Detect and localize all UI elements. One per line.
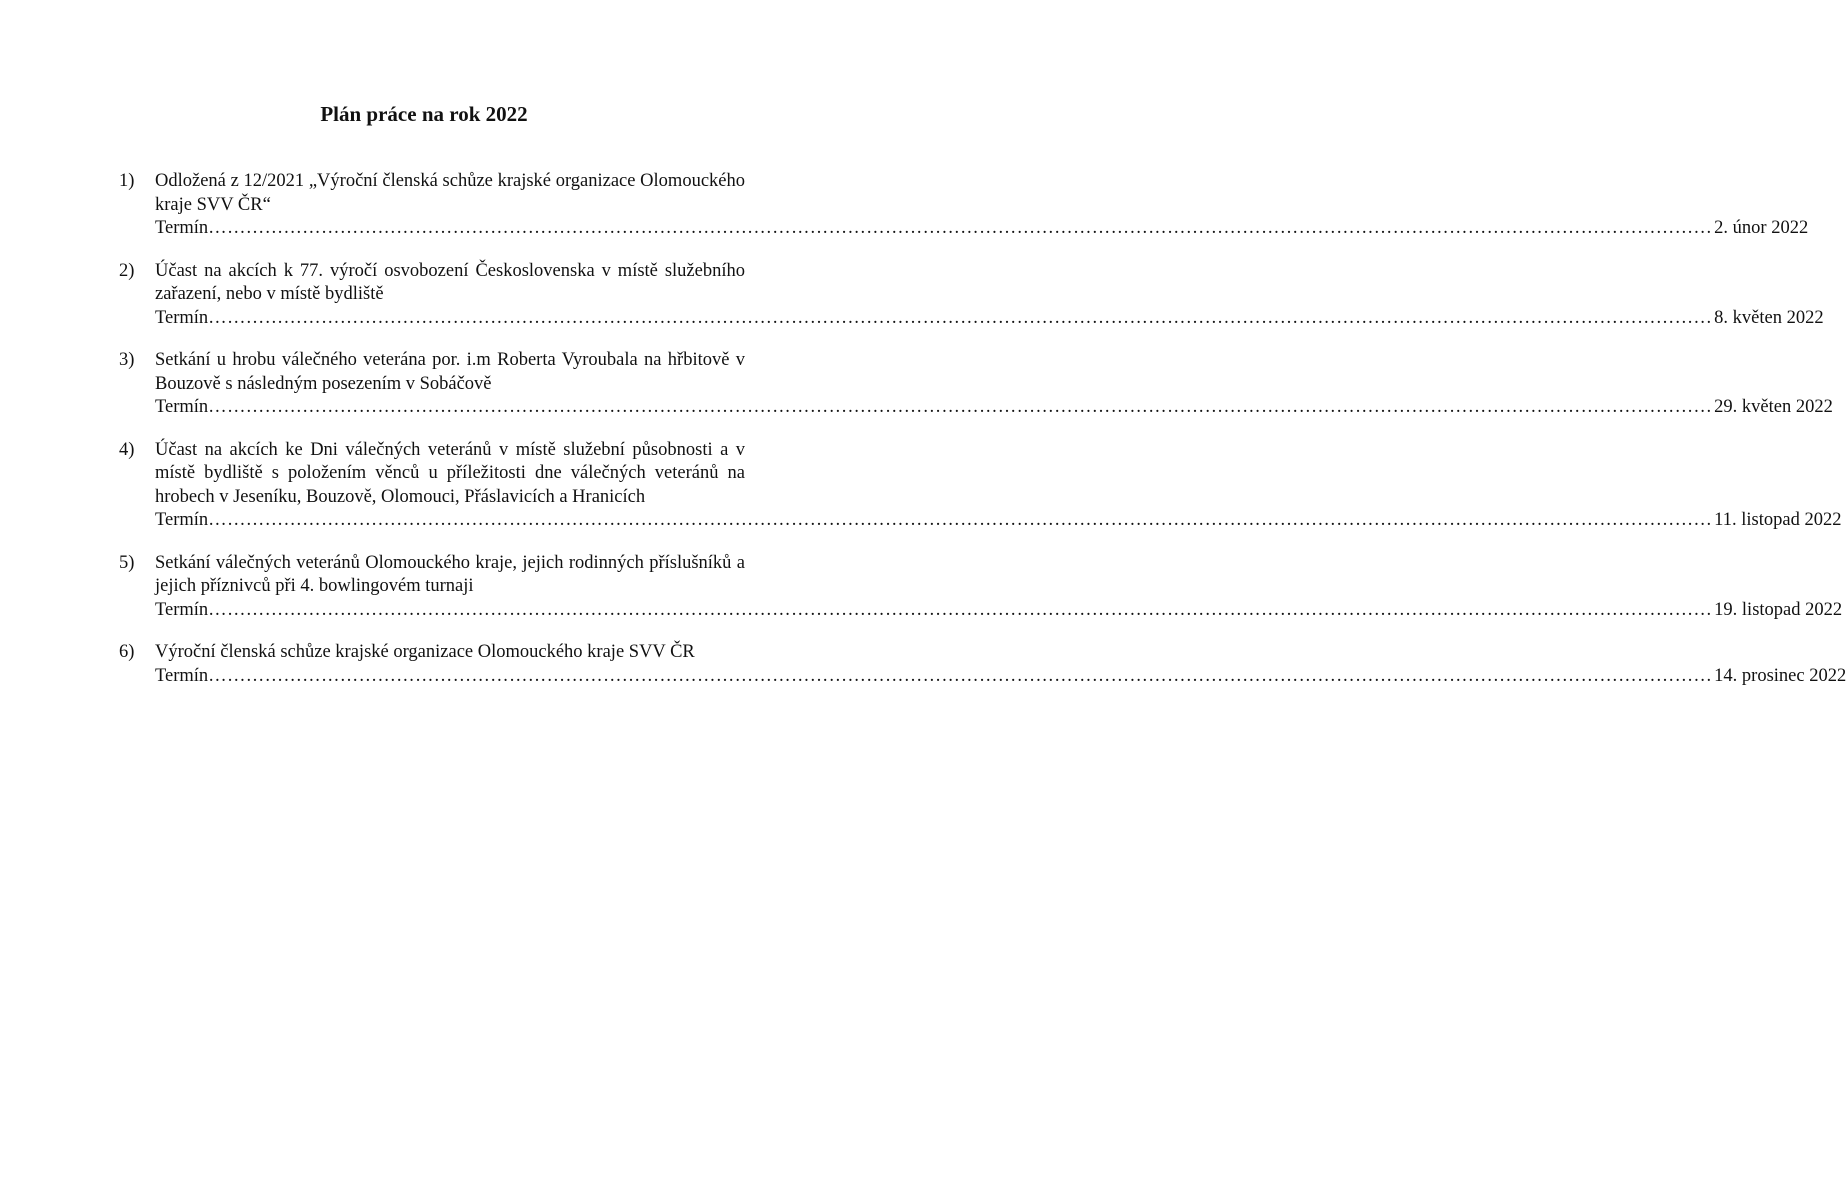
dot-leader: ……………………………………………………………………………………………………………………………………………………………………………………………………………………	[208, 397, 1713, 417]
term-line	[155, 599, 1843, 623]
term-label: Termín	[155, 599, 209, 620]
term-date: 8. květen 2022	[1714, 307, 1824, 328]
term-line	[155, 509, 1842, 533]
term-label: Termín	[155, 218, 209, 238]
term-date: 11. listopad 2022	[1714, 510, 1842, 530]
dot-leader: ……………………………………………………………………………………………………………………………………………………………………………………………………………………	[208, 510, 1713, 530]
term-label: Termín	[155, 665, 209, 686]
item-description: Odložená z 12/2021 „Výroční členská schůze krajské organizace Olomouckého kraje SVV ČR“	[155, 171, 745, 215]
item-description: Účast na akcích ke Dni válečných veteránů v místě služební působnosti a v místě bydliště s položením věnců u příležitosti dne válečných veteránů na hrobech v Jeseníku, Bouzově, Olomouci, Přáslavicích a Hranicích	[155, 439, 745, 507]
list-item	[119, 260, 1824, 331]
term-label: Termín	[155, 510, 209, 530]
item-number: 6)	[119, 642, 135, 662]
dot-leader: ……………………………………………………………………………………………………………………………………………………………………………………………………………………	[208, 599, 1713, 620]
term-date: 2. únor 2022	[1714, 218, 1809, 238]
term-label: Termín	[155, 397, 209, 417]
document-title: Plán práce na rok 2022	[320, 102, 528, 126]
item-number: 3)	[119, 350, 135, 370]
list-item	[119, 349, 1833, 420]
dot-leader: ……………………………………………………………………………………………………………………………………………………………………………………………………………………	[208, 218, 1713, 238]
list-item	[119, 439, 1842, 533]
list-item	[119, 641, 1846, 688]
item-description: Účast na akcích k 77. výročí osvobození Československa v místě služebního zařazení, nebo v místě bydliště	[155, 260, 745, 304]
item-description: Výroční členská schůze krajské organizace Olomouckého kraje SVV ČR	[155, 642, 695, 662]
item-number: 1)	[119, 171, 135, 191]
term-line	[155, 217, 1809, 241]
list-item	[119, 170, 1809, 241]
list-item	[119, 552, 1843, 623]
term-line	[155, 396, 1833, 420]
item-description: Setkání u hrobu válečného veterána por. i.m Roberta Vyroubala na hřbitově v Bouzově s následným posezením v Sobáčově	[155, 350, 745, 394]
item-number: 4)	[119, 439, 135, 460]
term-date: 29. květen 2022	[1714, 397, 1833, 417]
term-date: 19. listopad 2022	[1714, 599, 1843, 620]
term-label: Termín	[155, 307, 209, 328]
item-description: Setkání válečných veteránů Olomouckého kraje, jejich rodinných příslušníků a jejich příznivců při 4. bowlingovém turnaji	[155, 552, 745, 596]
item-number: 2)	[119, 260, 135, 281]
term-line	[155, 307, 1824, 331]
dot-leader: ……………………………………………………………………………………………………………………………………………………………………………………………………………………	[208, 665, 1713, 686]
term-line	[155, 665, 1846, 689]
term-date: 14. prosinec 2022	[1714, 665, 1846, 686]
item-number: 5)	[119, 552, 135, 573]
work-plan-list	[119, 170, 1846, 707]
dot-leader: ……………………………………………………………………………………………………………………………………………………………………………………………………………………	[208, 307, 1713, 328]
